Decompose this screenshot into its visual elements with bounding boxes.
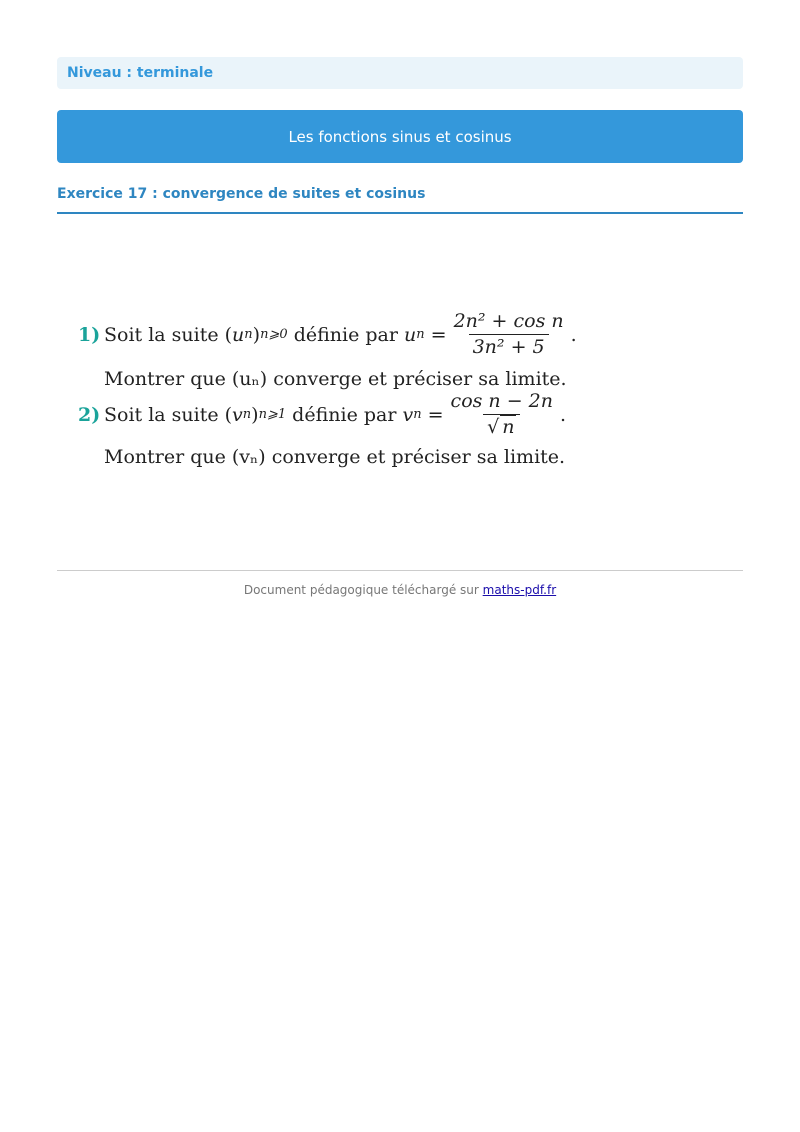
question-2-task: Montrer que (vₙ) converge et préciser sa limite. xyxy=(104,446,566,468)
sequence-index: n xyxy=(242,407,252,422)
sequence-symbol: u xyxy=(403,323,417,346)
question-2-definition: 2) Soit la suite ( v n ) n⩾1 définie par v n = $\frac{\text{cos n − 2n}}{√ n}$ . xyxy=(78,390,567,438)
end-period: . xyxy=(559,403,567,426)
end-period: . xyxy=(570,323,577,346)
sequence-index: n xyxy=(416,327,425,342)
exercise-title: Exercice 17 : convergence de suites et cosinus xyxy=(57,186,743,214)
fraction-denominator: 3n² + 5 xyxy=(469,334,549,357)
question-intro: Soit la suite xyxy=(104,323,219,346)
chapter-title: Les fonctions sinus et cosinus xyxy=(288,127,512,146)
defined-by: définie par xyxy=(293,323,398,346)
fraction xyxy=(450,312,568,357)
footer-divider xyxy=(57,570,743,571)
fraction-denominator: √ n xyxy=(483,414,520,437)
fraction-numerator: 2n² + cos n xyxy=(453,310,564,332)
sequence-symbol: v xyxy=(402,403,414,426)
sequence-index: n xyxy=(244,327,253,342)
sequence-symbol: v xyxy=(232,403,243,426)
sequence-symbol: u xyxy=(232,323,245,346)
equals-sign: = xyxy=(427,403,444,426)
level-label: Niveau : terminale xyxy=(67,65,214,81)
sqrt-radicand: n xyxy=(502,416,515,438)
level-banner xyxy=(57,57,743,89)
question-intro: Soit la suite xyxy=(104,403,219,426)
equals-sign: = xyxy=(430,323,447,346)
footer-text: Document pédagogique téléchargé sur xyxy=(243,583,479,597)
fraction xyxy=(447,392,557,437)
chapter-banner xyxy=(57,110,743,163)
sequence-index: n xyxy=(413,407,422,422)
footer-link[interactable]: maths-pdf.fr xyxy=(482,583,557,597)
question-number: 1) xyxy=(78,323,101,346)
sequence-condition: n⩾0 xyxy=(260,327,288,342)
defined-by: définie par xyxy=(292,403,397,426)
sequence-condition: n⩾1 xyxy=(258,407,287,422)
fraction-numerator: cos n − 2n xyxy=(450,390,553,412)
question-number: 2) xyxy=(78,403,101,426)
question-1-definition: 1) Soit la suite ( u n ) n⩾0 définie par u n = $\frac{\text{2n² + cos n}}{\text{3n² + 5}}$ . xyxy=(78,310,577,358)
question-1-task: Montrer que (uₙ) converge et préciser sa limite. xyxy=(104,368,567,390)
footer xyxy=(0,583,800,597)
